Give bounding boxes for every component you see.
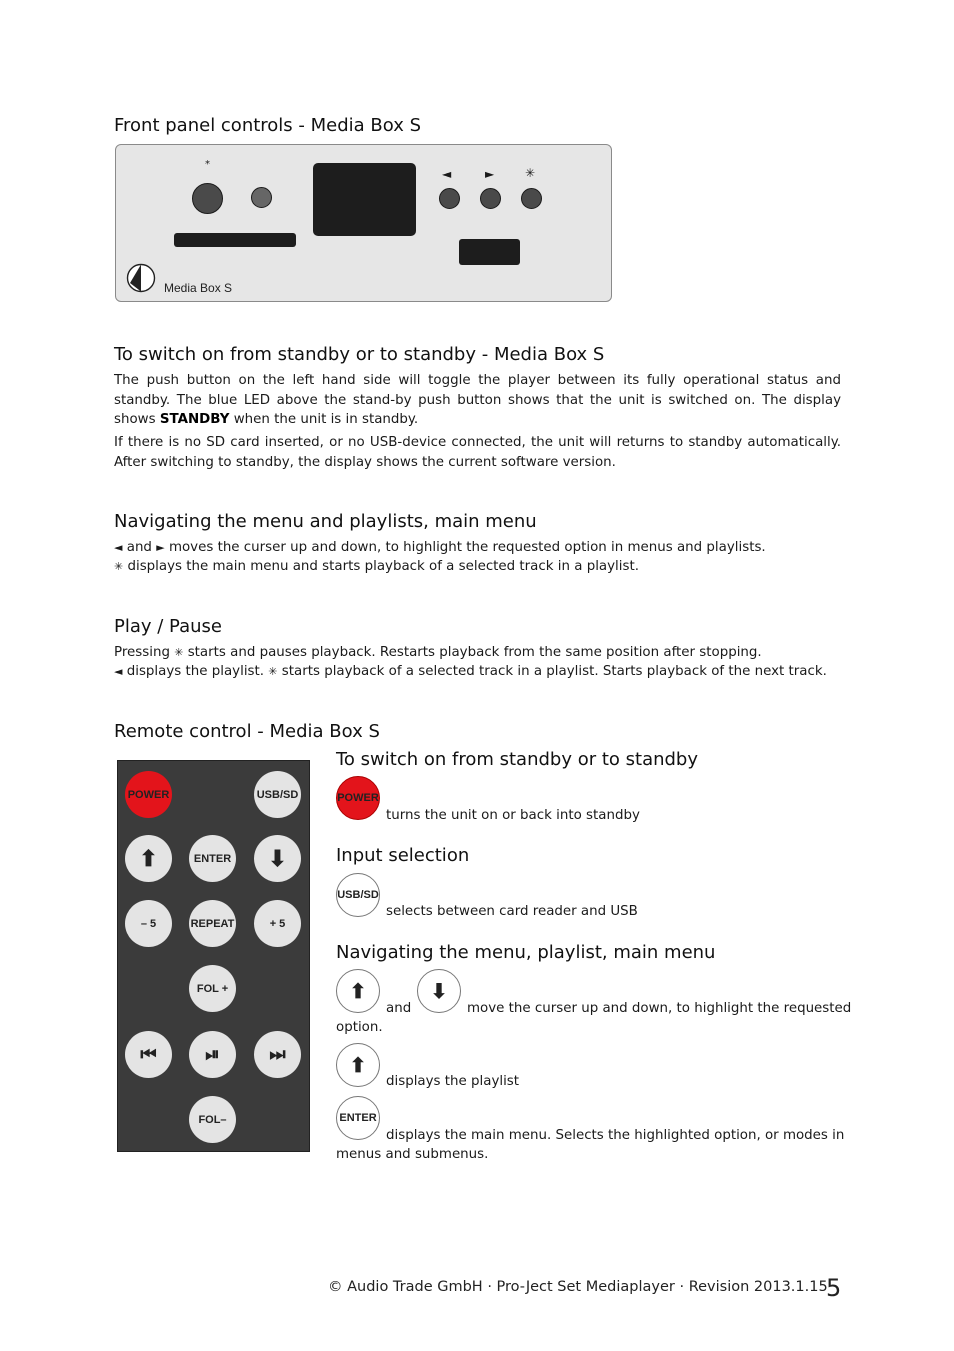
- star-icon: ✳: [174, 646, 184, 659]
- card-slot: [174, 233, 296, 247]
- remote-folminus-button: FOL–: [189, 1096, 236, 1143]
- remote-standby-title: To switch on from standby or to standby: [336, 749, 699, 770]
- usb-port: [459, 239, 520, 265]
- remote-down-button: ⬇: [254, 835, 301, 882]
- remote-nav-and: and: [386, 1001, 412, 1016]
- remote-nav-title: Navigating the menu, playlist, main menu: [336, 942, 716, 963]
- remote-title: Remote control - Media Box S: [114, 721, 380, 742]
- play-line-2: ◄ displays the playlist. ✳ starts playback of a selected track in a playlist. Starts playback of the next track.: [114, 664, 827, 679]
- right-arrow-icon: ►: [485, 167, 495, 181]
- front-panel-title: Front panel controls - Media Box S: [114, 115, 422, 136]
- remote-repeat-button: REPEAT: [189, 900, 236, 947]
- play-line-1: Pressing ✳ starts and pauses playback. Restarts playback from the same position after stopping.: [114, 645, 762, 660]
- star-icon: ✳: [268, 665, 278, 678]
- remote-enter-text-1: displays the main menu. Selects the highlighted option, or modes in: [386, 1128, 845, 1143]
- remote-minus5-button: – 5: [125, 900, 172, 947]
- standby-paragraph-2: If there is no SD card inserted, or no USB-device connected, the unit will returns to standby automatically. After switching to standby, the display shows the current software version.: [114, 435, 841, 470]
- page-number: 5: [826, 1274, 842, 1302]
- up-arrow-icon: ⬆: [336, 1043, 380, 1087]
- remote-enter-button: ENTER: [189, 835, 236, 882]
- remote-next-button: ⏭: [254, 1031, 301, 1078]
- up-arrow-icon: ⬆: [336, 969, 380, 1013]
- left-button: [439, 188, 460, 209]
- remote-standby-text: turns the unit on or back into standby: [386, 808, 640, 823]
- star-icon: ✳: [114, 560, 124, 573]
- left-arrow-icon: ◄: [114, 665, 123, 678]
- power-button-icon: POWER: [336, 776, 380, 820]
- display-window: [313, 163, 416, 236]
- led-mark: *: [205, 159, 210, 170]
- footer: © Audio Trade GmbH · Pro-Ject Set Mediaplayer · Revision 2013.1.15: [328, 1279, 828, 1295]
- remote-nav-text-2: option.: [336, 1020, 383, 1035]
- remote-power-button: POWER: [125, 771, 172, 818]
- star-icon: ✳: [525, 166, 536, 180]
- pro-ject-logo-icon: [126, 263, 156, 293]
- enter-button-icon: ENTER: [336, 1096, 380, 1140]
- secondary-knob: [251, 187, 272, 208]
- remote-up-button: ⬆: [125, 835, 172, 882]
- remote-plus5-button: + 5: [254, 900, 301, 947]
- star-button: [521, 188, 542, 209]
- standby-button: [192, 183, 223, 214]
- remote-playlist-text: displays the playlist: [386, 1074, 520, 1089]
- panel-label: Media Box S: [164, 281, 233, 295]
- remote-prev-button: ⏮: [125, 1031, 172, 1078]
- standby-title: To switch on from standby or to standby - Media Box S: [114, 344, 605, 365]
- nav-line-2: ✳ displays the main menu and starts playback of a selected track in a playlist.: [114, 559, 639, 574]
- nav-title: Navigating the menu and playlists, main menu: [114, 511, 537, 532]
- right-button: [480, 188, 501, 209]
- remote-playpause-button: ⏯: [189, 1031, 236, 1078]
- remote-folplus-button: FOL +: [189, 965, 236, 1012]
- remote-enter-text-2: menus and submenus.: [336, 1147, 489, 1162]
- play-title: Play / Pause: [114, 616, 222, 637]
- input-selection-title: Input selection: [336, 845, 470, 866]
- nav-line-1: ◄ and ► moves the curser up and down, to highlight the requested option in menus and playlists.: [114, 540, 766, 555]
- input-selection-text: selects between card reader and USB: [386, 904, 638, 919]
- standby-paragraph-1: The push button on the left hand side will toggle the player between its fully operational status and standby. The blue LED above the stand-by push button shows that the unit is switched on. The display shows STANDBY when the unit is in standby.: [114, 373, 841, 427]
- left-arrow-icon: ◄: [114, 541, 123, 554]
- right-arrow-icon: ►: [156, 541, 165, 554]
- usbsd-button-icon: USB/SD: [336, 873, 380, 917]
- remote-usbsd-button: USB/SD: [254, 771, 301, 818]
- remote-control-illustration: [117, 760, 310, 1152]
- left-arrow-icon: ◄: [442, 167, 452, 181]
- down-arrow-icon: ⬇: [417, 969, 461, 1013]
- remote-nav-text-1: move the curser up and down, to highlight the requested: [467, 1001, 852, 1016]
- front-panel-illustration: [115, 144, 612, 302]
